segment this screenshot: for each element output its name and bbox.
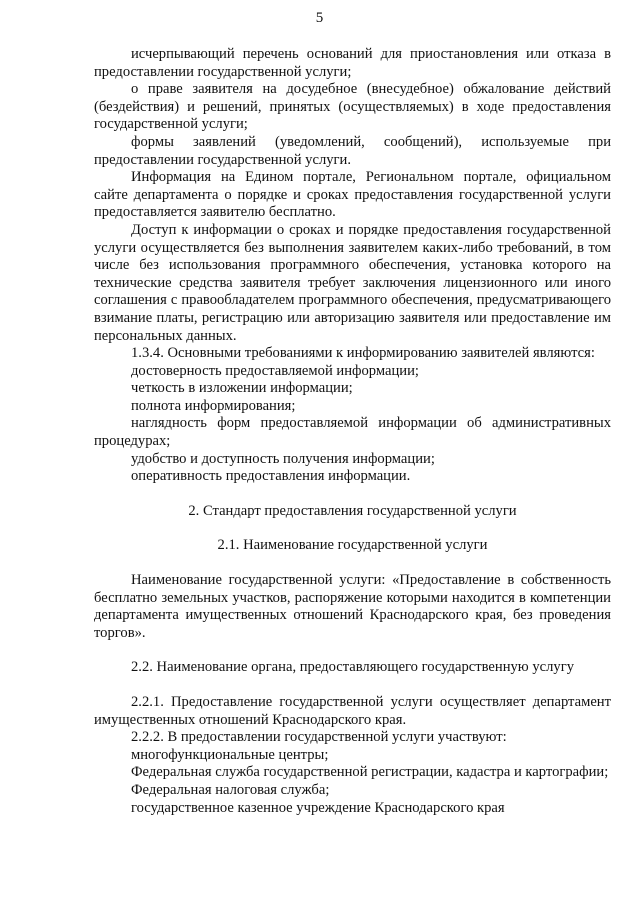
paragraph: 2.2.1. Предоставление государственной услуги осуществляет департамент имущественных отношений Краснодарского края. bbox=[94, 694, 611, 728]
subsection-heading: 2.1. Наименование государственной услуги bbox=[217, 537, 488, 554]
paragraph: 1.3.4. Основными требованиями к информированию заявителей являются: bbox=[131, 345, 595, 362]
list-item: четкость в изложении информации; bbox=[131, 380, 353, 397]
section-heading: 2. Стандарт предоставления государственной услуги bbox=[188, 502, 517, 519]
page-number: 5 bbox=[315, 10, 324, 26]
paragraph: Доступ к информации о сроках и порядке предоставления государственной услуги осуществляется без выполнения заявителем каких-либо требований, в том числе без использования программного обеспечения, установка которого на технические средства заявителя требует заключения лицензионного или иного соглашения с правообладателем программного обеспечения, предусматривающего взимание платы, регистрацию или авторизацию заявителя или предоставление им персональных данных. bbox=[94, 221, 611, 344]
list-item: оперативность предоставления информации. bbox=[131, 468, 411, 485]
paragraph: формы заявлений (уведомлений, сообщений), используемые при предоставлении государственной услуги. bbox=[94, 133, 611, 168]
paragraph: Наименование государственной услуги: «Предоставление в собственность бесплатно земельных участков, распоряжение которыми находится в компетенции департамента имущественных отношений Краснодарского края, без проведения торгов». bbox=[94, 572, 611, 641]
paragraph: 2.2.2. В предоставлении государственной услуги участвуют: bbox=[131, 729, 507, 746]
paragraph: о праве заявителя на досудебное (внесудебное) обжалование действий (бездействия) и решений, принятых (осуществляемых) в ходе предоставления государственной услуги; bbox=[94, 81, 611, 133]
paragraph: исчерпывающий перечень оснований для приостановления или отказа в предоставлении государственной услуги; bbox=[94, 46, 611, 80]
list-item: полнота информирования; bbox=[131, 397, 296, 414]
list-item: многофункциональные центры; bbox=[131, 746, 329, 763]
subsection-heading: 2.2. Наименование органа, предоставляющего государственную услугу bbox=[131, 659, 574, 676]
document-body bbox=[94, 46, 611, 817]
list-item: удобство и доступность получения информации; bbox=[131, 450, 435, 467]
list-item: государственное казенное учреждение Краснодарского края bbox=[131, 799, 505, 816]
list-item: Федеральная служба государственной регистрации, кадастра и картографии; bbox=[131, 764, 609, 781]
list-item: наглядность форм предоставляемой информации об административных процедурах; bbox=[94, 415, 611, 450]
list-item: Федеральная налоговая служба; bbox=[131, 781, 330, 798]
paragraph: Информация на Едином портале, Региональном портале, официальном сайте департамента о порядке и сроках предоставления государственной услуги предоставляется заявителю бесплатно. bbox=[94, 169, 611, 221]
list-item: достоверность предоставляемой информации; bbox=[131, 362, 419, 379]
